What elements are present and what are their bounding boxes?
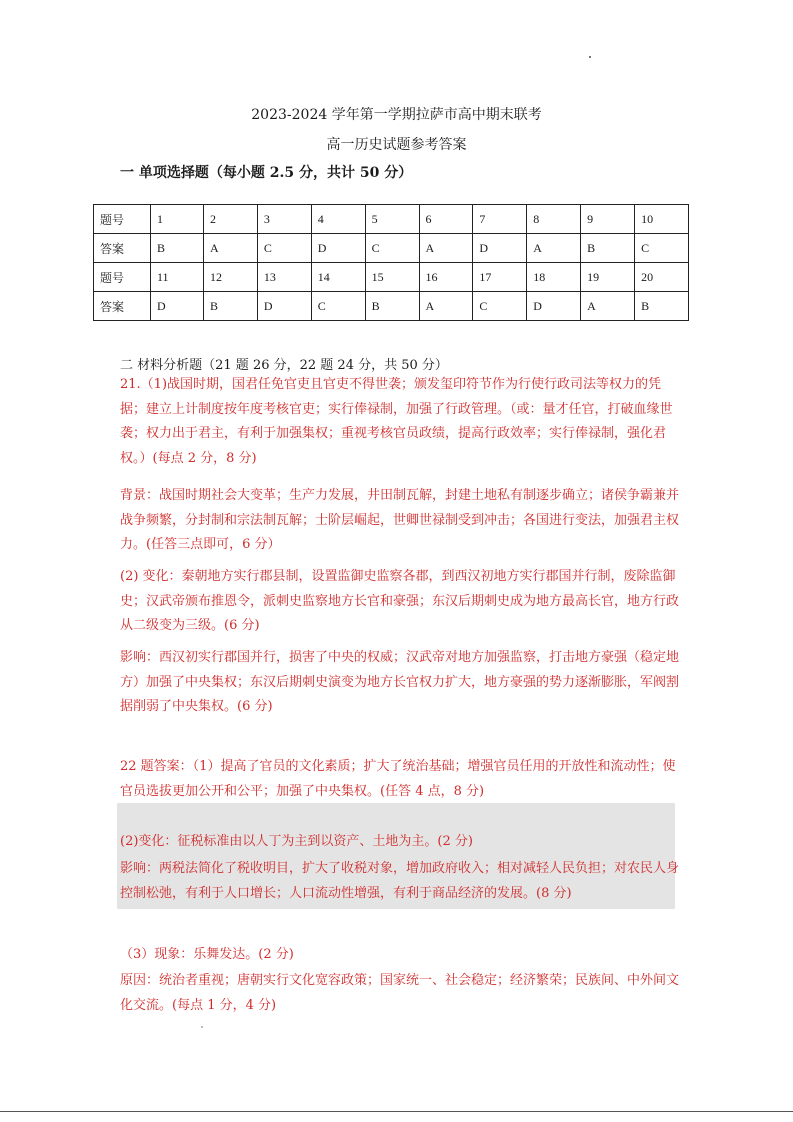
answer-cell: D <box>311 234 365 263</box>
q22-part3-answer: （3）现象：乐舞发达。(2 分) <box>120 947 294 962</box>
row-label-cell: 题号 <box>94 205 151 234</box>
scan-speck <box>589 56 591 58</box>
answer-cell: C <box>257 234 311 263</box>
q22-part2-answer: (2)变化：征税标准由以人丁为主到以资产、土地为主。(2 分) <box>120 834 473 849</box>
answer-cell: C <box>473 292 527 321</box>
answer-cell: C <box>365 234 419 263</box>
question-number-cell: 20 <box>635 263 689 292</box>
row-label-cell: 答案 <box>94 292 151 321</box>
question-number-cell: 6 <box>419 205 473 234</box>
question-number-cell: 13 <box>257 263 311 292</box>
answer-cell: D <box>527 292 581 321</box>
question-number-cell: 7 <box>473 205 527 234</box>
question-number-cell: 2 <box>203 205 257 234</box>
question-number-cell: 14 <box>311 263 365 292</box>
question-number-cell: 11 <box>151 263 204 292</box>
question-number-cell: 16 <box>419 263 473 292</box>
answer-cell: C <box>635 234 689 263</box>
question-number-cell: 10 <box>635 205 689 234</box>
answer-cell: B <box>151 234 204 263</box>
q22-part2-impact: 影响：两税法简化了税收明目，扩大了收税对象，增加政府收入；相对减轻人民负担；对农民人身控制松弛，有利于人口增长；人口流动性增强，有利于商品经济的发展。(8 分) <box>120 861 680 901</box>
answer-cell: A <box>419 292 473 321</box>
answer-cell: D <box>473 234 527 263</box>
answer-row <box>94 292 689 321</box>
row-label-cell: 题号 <box>94 263 151 292</box>
answer-cell: A <box>419 234 473 263</box>
q22-part1-answer: 22 题答案：（1）提高了官员的文化素质；扩大了统治基础；增强官员任用的开放性和流动性；使官员选拔更加公开和公平；加强了中央集权。(任答 4 点，8 分) <box>120 759 676 799</box>
q21-impact-answer: 影响：西汉初实行郡国并行，损害了中央的权威；汉武帝对地方加强监察，打击地方豪强（稳定地方）加强了中央集权；东汉后期刺史演变为地方长官权力扩大，地方豪强的势力逐渐膨胀，军阀割据削弱了中央集权。(6 分) <box>120 650 680 714</box>
scan-speck-2 <box>201 1026 203 1028</box>
q21-background-answer: 背景：战国时期社会大变革；生产力发展，井田制瓦解，封建土地私有制逐步确立；诸侯争霸兼并战争频繁，分封制和宗法制瓦解；士阶层崛起，世卿世禄制受到冲击；各国进行变法，加强君主权力。(任答三点即可，6 分） <box>120 488 680 552</box>
answer-cell: B <box>365 292 419 321</box>
q21-part1-answer: 21.（1)战国时期，国君任免官吏且官吏不得世袭；颁发玺印符节作为行使行政司法等权力的凭据；建立上计制度按年度考核官吏；实行俸禄制，加强了行政管理。（或：量才任官，打破血缘世袭；权力出于君主，有利于加强集权；重视考核官员政绩，提高行政效率；实行俸禄制，强化君权。）(每点 2 分，8 分) <box>120 377 673 466</box>
exam-subtitle: 高一历史试题参考答案 <box>326 137 467 153</box>
question-number-row <box>94 263 689 292</box>
answer-cell: A <box>581 292 635 321</box>
question-number-cell: 15 <box>365 263 419 292</box>
answer-cell: B <box>635 292 689 321</box>
row-label-cell: 答案 <box>94 234 151 263</box>
q22-part3-reason: 原因：统治者重视；唐朝实行文化宽容政策；国家统一、社会稳定；经济繁荣；民族间、中外间文化交流。(每点 1 分，4 分) <box>120 973 680 1013</box>
question-number-cell: 9 <box>581 205 635 234</box>
answer-cell: A <box>527 234 581 263</box>
question-number-cell: 12 <box>203 263 257 292</box>
answer-cell: A <box>203 234 257 263</box>
answer-cell: B <box>581 234 635 263</box>
question-number-cell: 5 <box>365 205 419 234</box>
question-number-cell: 19 <box>581 263 635 292</box>
section-1-heading: 一 单项选择题（每小题 2.5 分，共计 50 分） <box>120 165 413 181</box>
question-number-cell: 17 <box>473 263 527 292</box>
exam-title: 2023-2024 学年第一学期拉萨市高中期末联考 <box>251 107 542 123</box>
answer-cell: C <box>311 292 365 321</box>
answer-cell: D <box>151 292 204 321</box>
question-number-row <box>94 205 689 234</box>
q21-part2-answer: (2) 变化：秦朝地方实行郡县制，设置监御史监察各郡，到西汉初地方实行郡国并行制，废除监御史；汉武帝颁布推恩令，派刺史监察地方长官和豪强；东汉后期刺史成为地方最高长官，地方行政从二级变为三级。(6 分) <box>120 569 680 633</box>
answer-cell: B <box>203 292 257 321</box>
question-number-cell: 3 <box>257 205 311 234</box>
section-2-heading: 二 材料分析题（21 题 26 分，22 题 24 分，共 50 分） <box>120 358 448 373</box>
answer-row <box>94 234 689 263</box>
question-number-cell: 1 <box>151 205 204 234</box>
answer-table <box>93 204 689 321</box>
question-number-cell: 18 <box>527 263 581 292</box>
question-number-cell: 4 <box>311 205 365 234</box>
page-bottom-rule <box>0 1111 793 1112</box>
question-number-cell: 8 <box>527 205 581 234</box>
answer-cell: D <box>257 292 311 321</box>
